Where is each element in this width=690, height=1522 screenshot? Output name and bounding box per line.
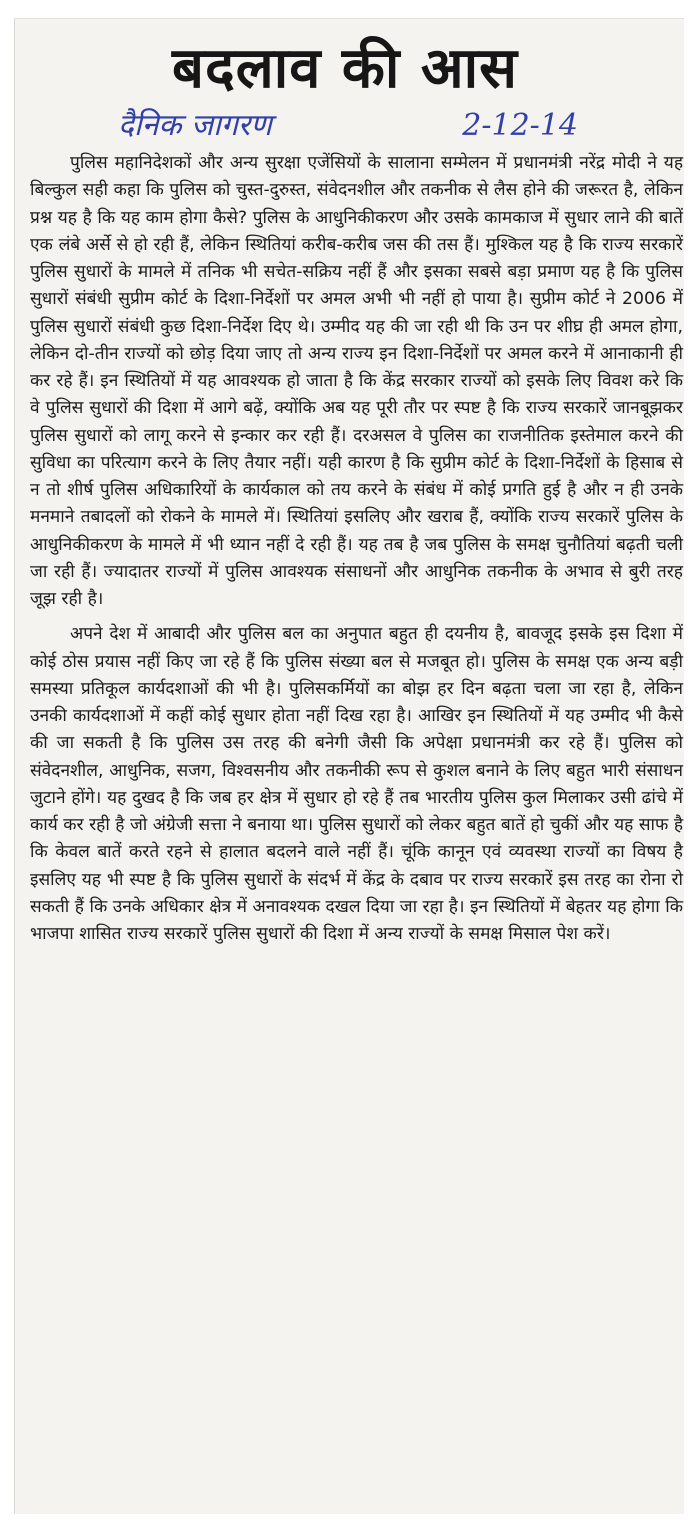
headline: बदलाव की आस	[172, 36, 518, 101]
handwritten-date: 2-12-14	[462, 108, 578, 143]
handwritten-source: दैनिक जागरण	[118, 108, 272, 143]
article-paragraph-1: पुलिस महानिदेशकों और अन्य सुरक्षा एजेंसियों के सालाना सम्मेलन में प्रधानमंत्री नरेंद्र मोदी ने यह बिल्कुल सही कहा कि पुलिस को चुस्त-दुरुस्त, संवेदनशील और तकनीक से लैस होने की जरूरत है, लेकिन प्रश्न यह है कि यह काम होगा कैसे? पुलिस के आधुनिकीकरण और उसके कामकाज में सुधार लाने की बातें एक लंबे अर्से से हो रही हैं, लेकिन स्थितियां करीब-करीब जस की तस हैं। मुश्किल यह है कि राज्य सरकारें पुलिस सुधारों के मामले में तनिक भी सचेत-सक्रिय नहीं हैं और इसका सबसे बड़ा प्रमाण यह है कि पुलिस सुधारों संबंधी सुप्रीम कोर्ट के दिशा-निर्देशों पर अमल अभी भी नहीं हो पाया है। सुप्रीम कोर्ट ने 2006 में पुलिस सुधारों संबंधी कुछ दिशा-निर्देश दिए थे। उम्मीद यह की जा रही थी कि उन पर शीघ्र ही अमल होगा, लेकिन दो-तीन राज्यों को छोड़ दिया जाए तो अन्य राज्य इन दिशा-निर्देशों पर अमल करने में आनाकानी ही कर रहे हैं। इन स्थितियों में यह आवश्यक हो जाता है कि केंद्र सरकार राज्यों को इसके लिए विवश करे कि वे पुलिस सुधारों की दिशा में आगे बढ़ें, क्योंकि अब यह पूरी तौर पर स्पष्ट है कि राज्य सरकारें जानबूझकर पुलिस सुधारों को लागू करने से इन्कार कर रही हैं। दरअसल वे पुलिस का राजनीतिक इस्तेमाल करने की सुविधा का परित्याग करने के लिए तैयार नहीं। यही कारण है कि सुप्रीम कोर्ट के दिशा-निर्देशों के हिसाब से न तो शीर्ष पुलिस अधिकारियों के कार्यकाल को तय करने के संबंध में कोई प्रगति हुई है और न ही उनके मनमाने तबादलों को रोकने के मामले में। स्थितियां इसलिए और खराब हैं, क्योंकि राज्य सरकारें पुलिस के आधुनिकीकरण के मामले में भी ध्यान नहीं दे रही हैं। यह तब है जब पुलिस के समक्ष चुनौतियां बढ़ती चली जा रही हैं। ज्यादातर राज्यों में पुलिस आवश्यक संसाधनों और आधुनिक तकनीक के अभाव से बुरी तरह जूझ रही है।	[30, 153, 683, 609]
article-paragraph-2: अपने देश में आबादी और पुलिस बल का अनुपात बहुत ही दयनीय है, बावजूद इसके इस दिशा में कोई ठोस प्रयास नहीं किए जा रहे हैं कि पुलिस संख्या बल से मजबूत हो। पुलिस के समक्ष एक अन्य बड़ी समस्या प्रतिकूल कार्यदशाओं की भी है। पुलिसकर्मियों का बोझ हर दिन बढ़ता चला जा रहा है, लेकिन उनकी कार्यदशाओं में कहीं कोई सुधार होता नहीं दिख रहा है। आखिर इन स्थितियों में यह उम्मीद भी कैसे की जा सकती है कि पुलिस उस तरह की बनेगी जैसी कि अपेक्षा प्रधानमंत्री कर रहे हैं। पुलिस को संवेदनशील, आधुनिक, सजग, विश्वसनीय और तकनीकी रूप से कुशल बनाने के लिए बहुत भारी संसाधन जुटाने होंगे। यह दुखद है कि जब हर क्षेत्र में सुधार हो रहे हैं तब भारतीय पुलिस कुल मिलाकर उसी ढांचे में कार्य कर रही है जो अंग्रेजी सत्ता ने बनाया था। पुलिस सुधारों को लेकर बहुत बातें हो चुकीं और यह साफ है कि केवल बातें करते रहने से हालात बदलने वाले नहीं हैं। चूंकि कानून एवं व्यवस्था राज्यों का विषय है इसलिए यह भी स्पष्ट है कि पुलिस सुधारों के संदर्भ में केंद्र के दबाव पर राज्य सरकारें इस तरह का रोना रो सकती हैं कि उनके अधिकार क्षेत्र में अनावश्यक दखल दिया जा रहा है। इन स्थितियों में बेहतर यह होगा कि भाजपा शासित राज्य सरकारें पुलिस सुधारों की दिशा में अन्य राज्यों के समक्ष मिसाल पेश करें।	[30, 624, 683, 944]
article-body	[30, 150, 683, 948]
handwritten-note	[118, 108, 578, 144]
